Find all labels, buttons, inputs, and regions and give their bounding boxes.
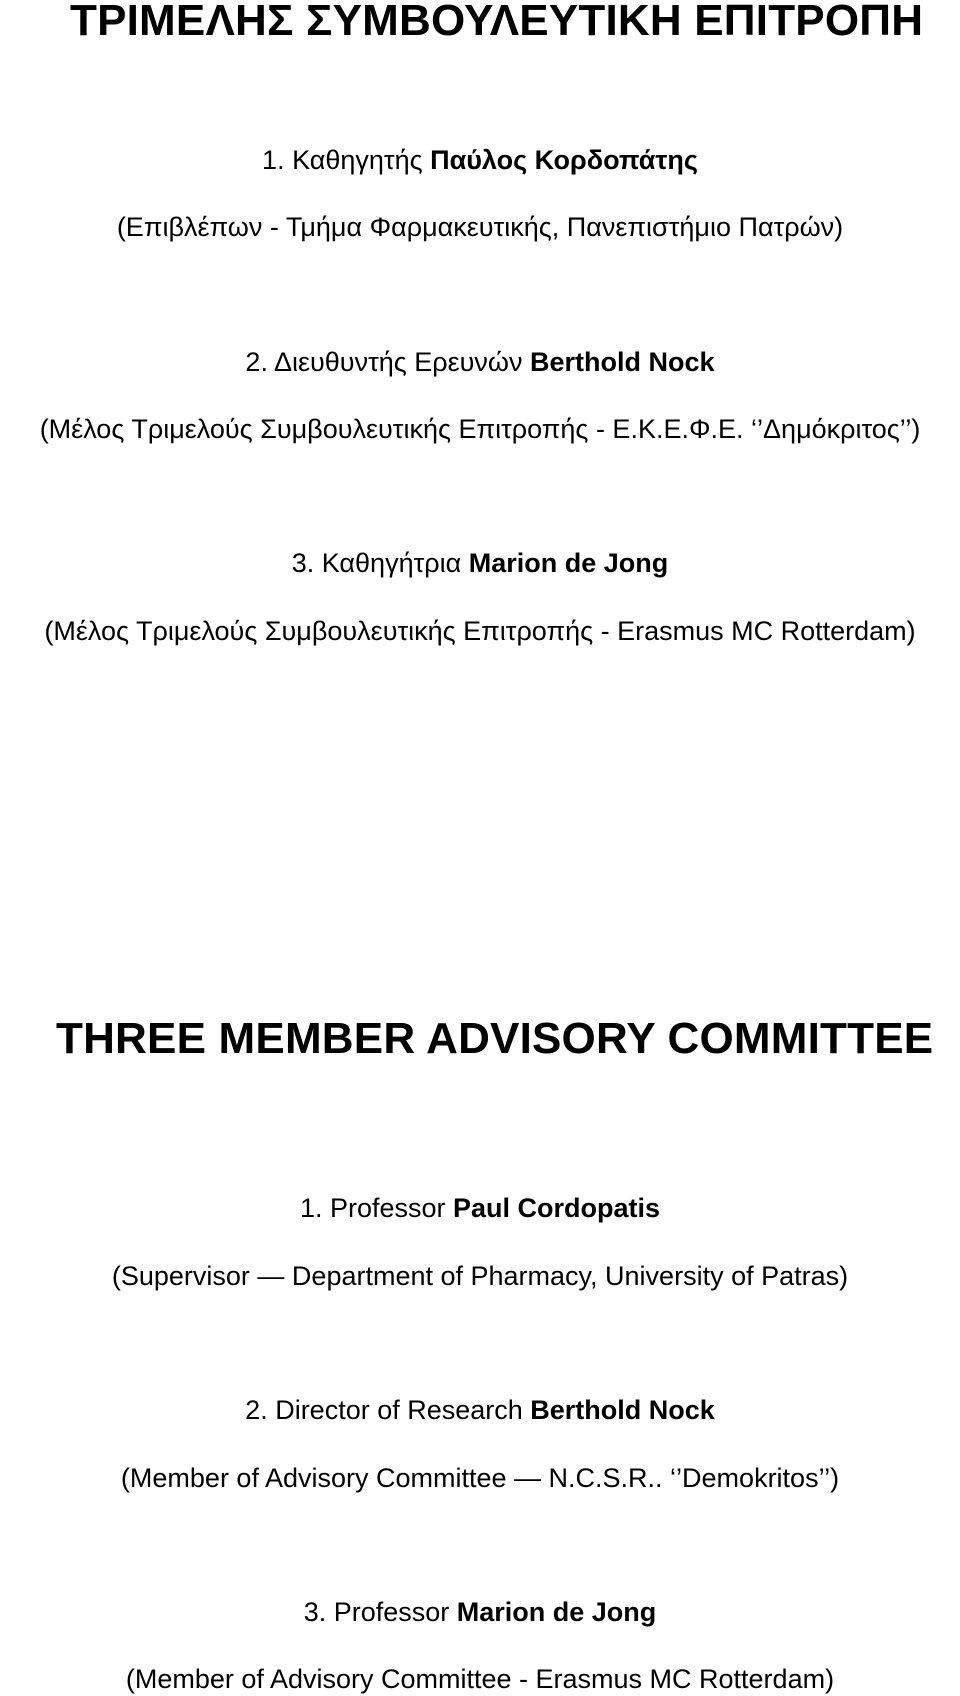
greek-member-2-prefix: 2. Διευθυντής Ερευνών (245, 347, 531, 377)
greek-member-3-name: Marion de Jong (468, 548, 669, 578)
greek-member-2-name: Berthold Nock (530, 347, 715, 377)
english-member-3-prefix: 3. Professor (303, 1597, 457, 1627)
greek-member-3-affiliation: (Μέλος Τριμελούς Συμβουλευτικής Επιτροπής - Erasmus MC Rotterdam) (44, 616, 916, 646)
greek-committee-title: ΤΡΙΜΕΛΗΣ ΣΥΜΒΟΥΛΕΥΤΙΚΗ ΕΠΙΤΡΟΠΗ (70, 0, 924, 45)
english-member-1 (0, 1191, 960, 1225)
greek-member-3 (0, 546, 960, 580)
english-member-1-prefix: 1. Professor (299, 1193, 454, 1223)
english-member-3 (0, 1595, 960, 1629)
greek-member-3-prefix: 3. Καθηγήτρια (291, 548, 469, 578)
english-member-2-name: Berthold Nock (530, 1395, 715, 1425)
english-member-2-affiliation: (Member of Advisory Committee — N.C.S.R.. ‘’Demokritos’’) (120, 1463, 840, 1493)
greek-member-1 (0, 143, 960, 177)
english-member-2-prefix: 2. Director of Research (245, 1395, 531, 1425)
english-member-3-name: Marion de Jong (456, 1597, 657, 1627)
greek-member-1-prefix: 1. Καθηγητής (262, 145, 431, 175)
greek-member-2-affiliation: (Μέλος Τριμελούς Συμβουλευτικής Επιτροπής - Ε.Κ.Ε.Φ.Ε. ‘’Δημόκριτος’’) (39, 414, 921, 444)
greek-member-2 (0, 345, 960, 379)
greek-member-1-name: Παύλος Κορδοπάτης (430, 145, 698, 175)
greek-member-1-affiliation: (Επιβλέπων - Τμήμα Φαρμακευτικής, Πανεπιστήμιο Πατρών) (116, 212, 844, 242)
english-member-2 (0, 1393, 960, 1427)
english-member-3-affiliation: (Member of Advisory Committee - Erasmus MC Rotterdam) (125, 1664, 835, 1694)
english-member-1-affiliation: (Supervisor — Department of Pharmacy, University of Patras) (111, 1261, 849, 1291)
english-member-1-name: Paul Cordopatis (453, 1193, 661, 1223)
english-committee-title: THREE MEMBER ADVISORY COMMITTEE (56, 1014, 934, 1063)
